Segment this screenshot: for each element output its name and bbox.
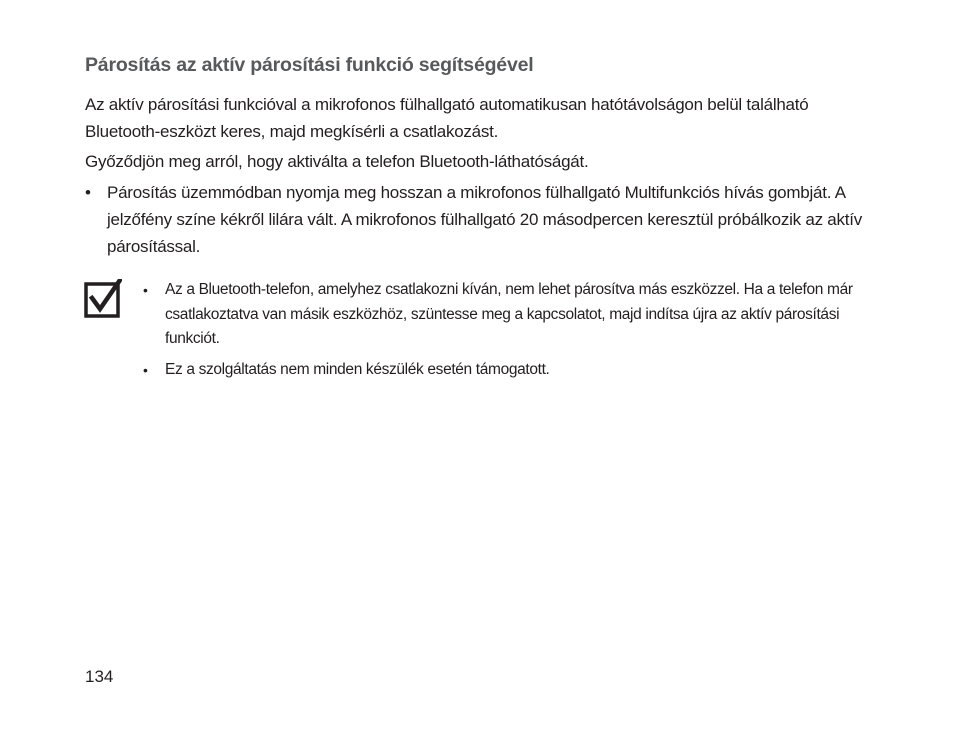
bullet-icon: • [85, 183, 91, 202]
note-list [143, 278, 883, 388]
note-text: Az a Bluetooth-telefon, amelyhez csatlakozni kíván, nem lehet párosítva más eszközzel. Ha a telefon már csatlakoztatva van másik eszközhöz, szüntesse meg a kapcsolatot, majd indítsa újra az aktív párosítási funkciót. [165, 281, 853, 347]
bullet-icon: • [143, 282, 148, 298]
visibility-paragraph: Győződjön meg arról, hogy aktiválta a telefon Bluetooth-láthatóságát. [85, 152, 589, 171]
page-number: 134 [85, 667, 114, 686]
note-item [143, 358, 883, 383]
instruction-list [85, 179, 875, 260]
bullet-icon: • [143, 361, 148, 378]
checkmark-note-icon [84, 279, 122, 319]
intro-paragraph: Az aktív párosítási funkcióval a mikrofonos fülhallgató automatikusan hatótávolságon belül található Bluetooth-eszközt keres, majd megkísérli a csatlakozást. [85, 95, 809, 141]
instruction-text: Párosítás üzemmódban nyomja meg hosszan a mikrofonos fülhallgató Multifunkciós hívás gombját. A jelzőfény színe kékről lilára vált. A mikrofonos fülhallgató 20 másodpercen keresztül próbálkozik az aktív párosítással. [107, 183, 862, 256]
section-title: Párosítás az aktív párosítási funkció segítségével [85, 54, 534, 76]
instruction-item [85, 179, 875, 260]
note-text: Ez a szolgáltatás nem minden készülék esetén támogatott. [165, 360, 550, 378]
note-item [143, 278, 883, 352]
